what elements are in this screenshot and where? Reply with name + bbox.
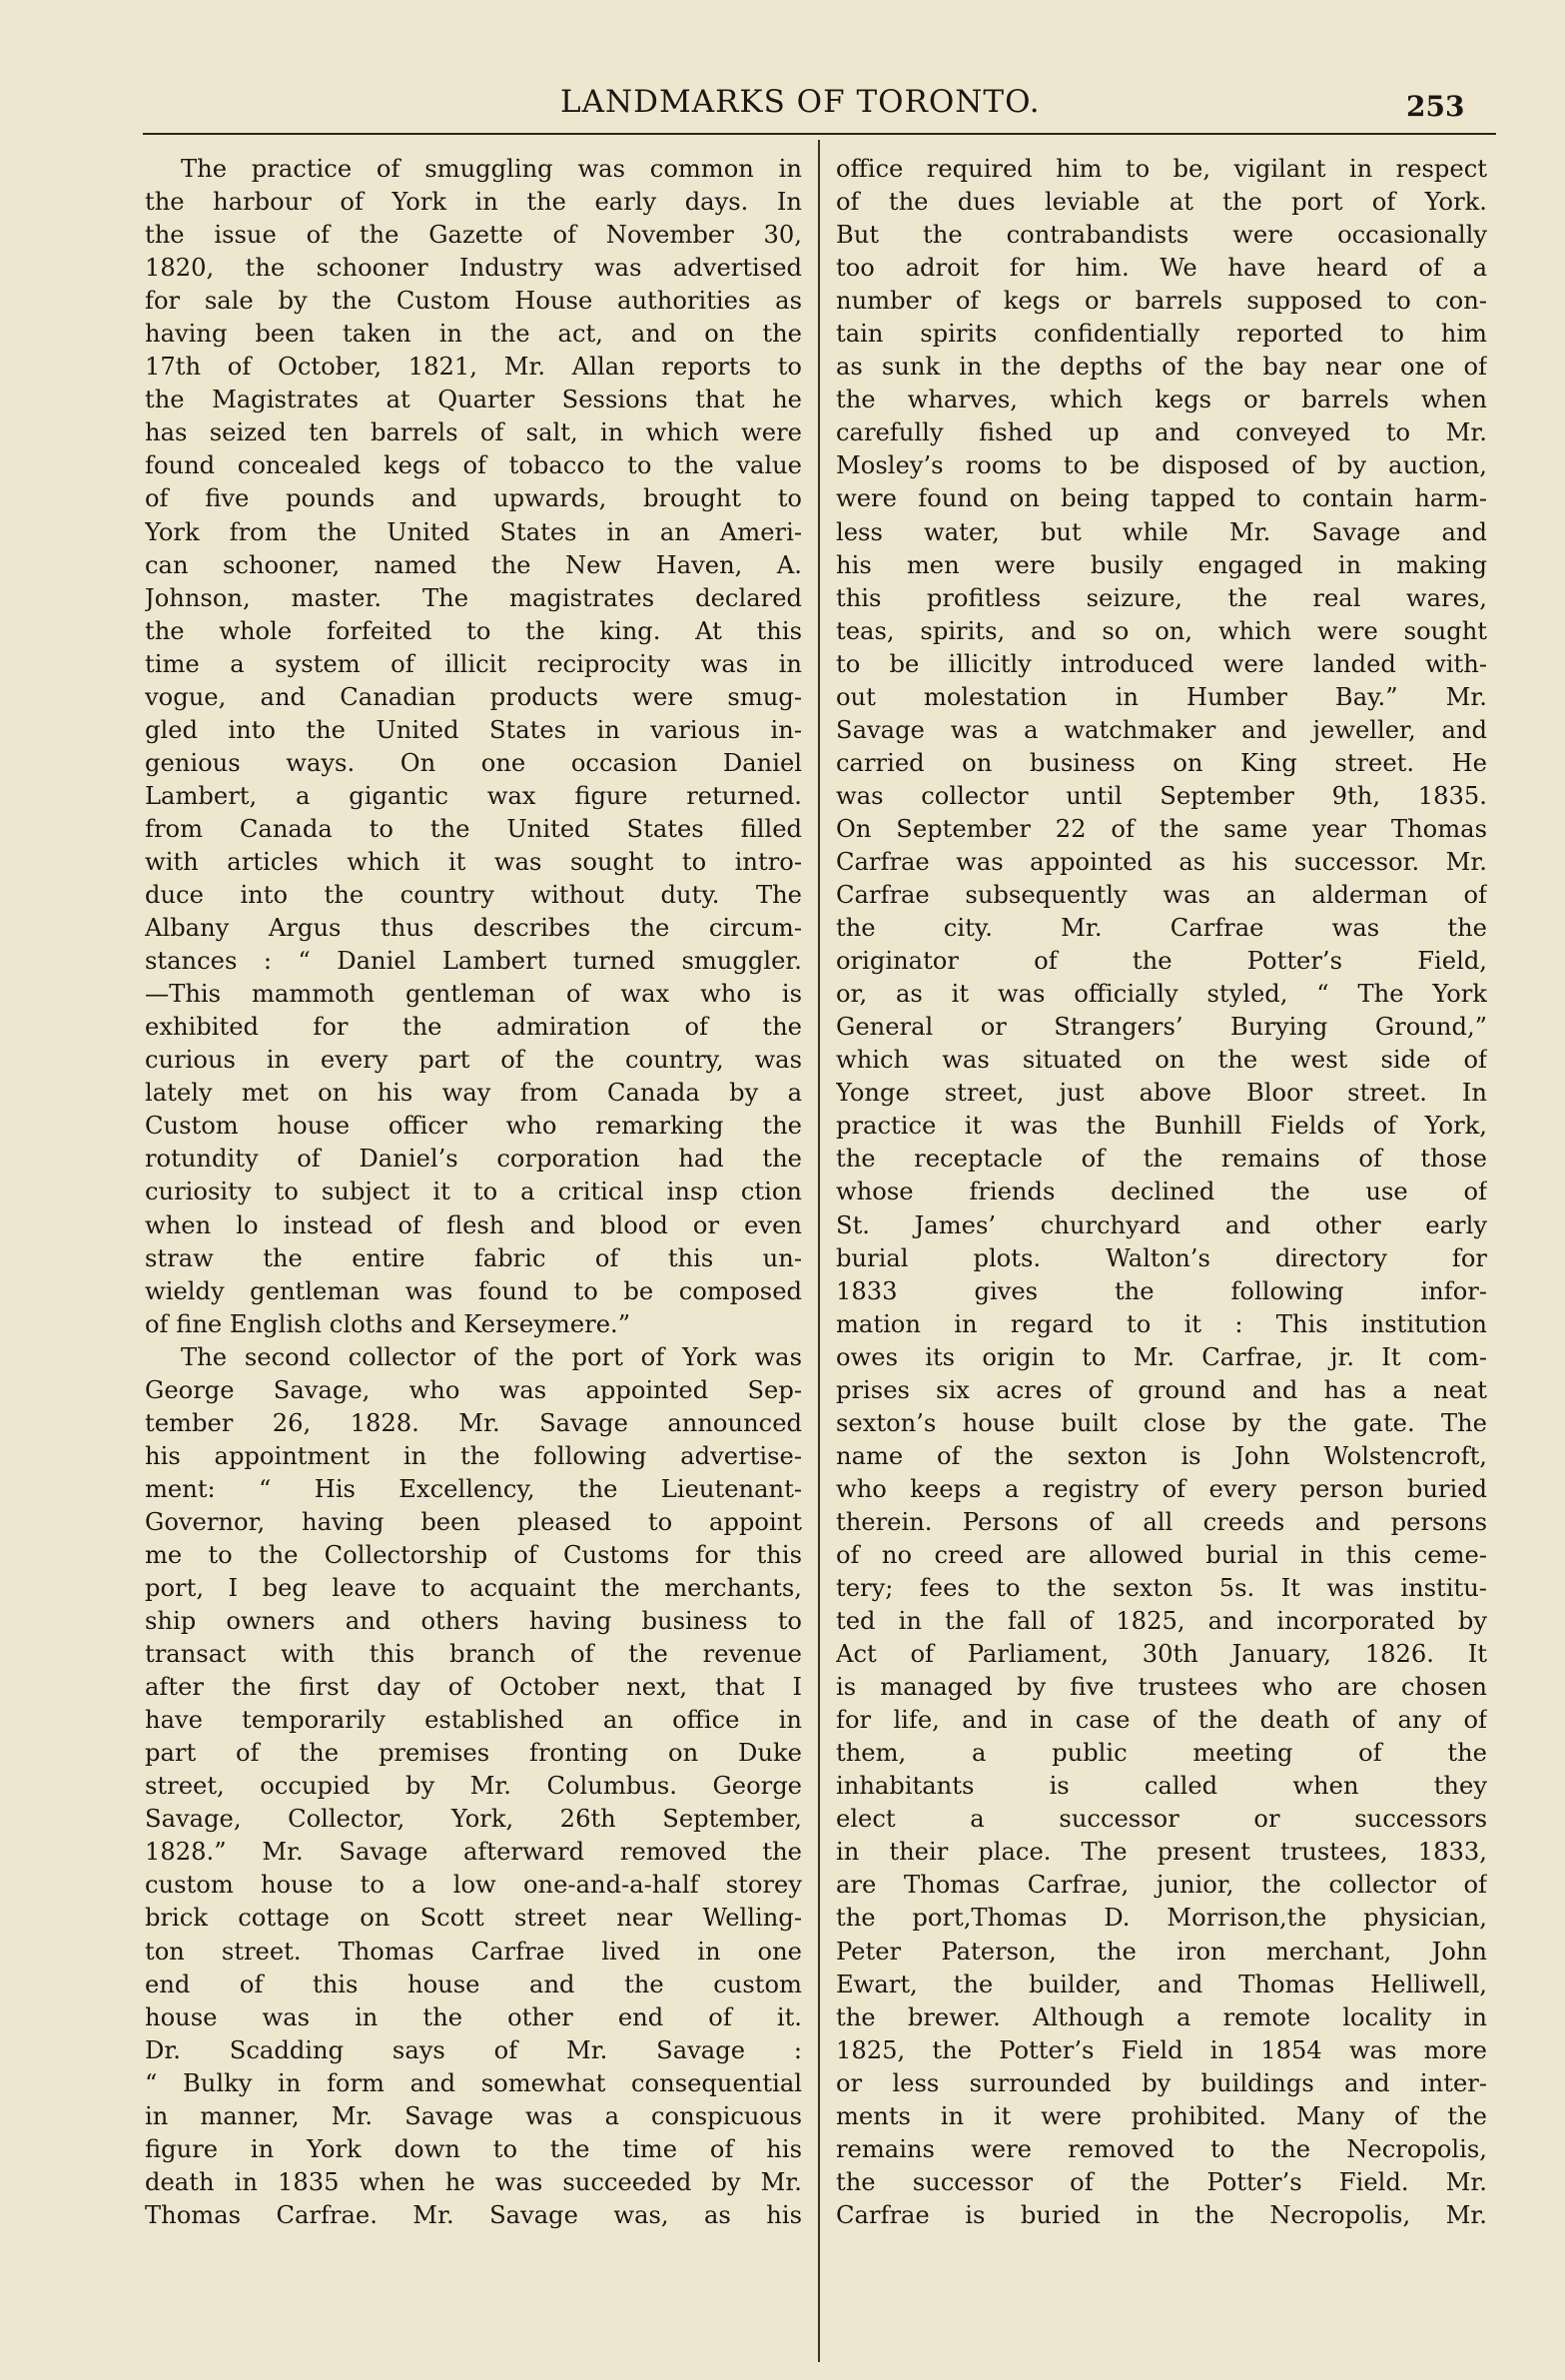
text-line: The second collector of the port of York was bbox=[181, 1342, 802, 1371]
text-line: straw the entire fabric of this un- bbox=[145, 1243, 802, 1272]
left-column bbox=[145, 153, 802, 2232]
text-line: The practice of smuggling was common in bbox=[181, 155, 802, 183]
text-line: 17th of October, 1821, Mr. Allan reports to bbox=[145, 353, 802, 382]
text-line: time a system of illicit reciprocity was in bbox=[145, 649, 802, 678]
text-line: death in 1835 when he was succeeded by Mr. bbox=[145, 2167, 802, 2196]
text-line: Carfrae was appointed as his successor. Mr. bbox=[836, 847, 1487, 876]
text-line: Albany Argus thus describes the circum- bbox=[145, 914, 802, 943]
text-line: Governor, having been pleased to appoint bbox=[145, 1507, 802, 1536]
text-line: brick cottage on Scott street near Welling- bbox=[145, 1904, 802, 1933]
text-line: curious in every part of the country, was bbox=[145, 1046, 802, 1075]
text-line: the whole forfeited to the king. At this bbox=[145, 616, 802, 645]
text-line: having been taken in the act, and on the bbox=[145, 320, 802, 349]
text-line: with articles which it was sought to intro- bbox=[145, 847, 802, 876]
text-line: name of the sexton is John Wolstencroft, bbox=[836, 1441, 1487, 1470]
text-line: Yonge street, just above Bloor street. In bbox=[836, 1079, 1487, 1108]
text-line: 1828.” Mr. Savage afterward removed the bbox=[145, 1838, 802, 1867]
text-line: Dr. Scadding says of Mr. Savage : bbox=[145, 2035, 802, 2064]
text-line: figure in York down to the time of his bbox=[145, 2134, 802, 2163]
text-line: are Thomas Carfrae, junior, the collector of bbox=[836, 1871, 1487, 1900]
text-line: exhibited for the admiration of the bbox=[145, 1013, 802, 1042]
text-line: ted in the fall of 1825, and incorporated by bbox=[836, 1607, 1487, 1636]
text-line: On September 22 of the same year Thomas bbox=[836, 814, 1487, 843]
text-line: duce into the country without duty. The bbox=[145, 881, 802, 910]
text-line: remains were removed to the Necropolis, bbox=[836, 2134, 1487, 2163]
text-line: ment: “ His Excellency, the Lieutenant- bbox=[145, 1474, 802, 1503]
text-line: the Magistrates at Quarter Sessions that he bbox=[145, 386, 802, 414]
text-line: genious ways. On one occasion Daniel bbox=[145, 748, 802, 777]
text-line: this profitless seizure, the real wares, bbox=[836, 583, 1487, 612]
right-column bbox=[836, 153, 1487, 2232]
text-line: inhabitants is called when they bbox=[836, 1772, 1487, 1801]
text-line: port, I beg leave to acquaint the merchants, bbox=[145, 1574, 802, 1603]
text-line: teas, spirits, and so on, which were sought bbox=[836, 616, 1487, 645]
text-line: after the first day of October next, that I bbox=[145, 1673, 802, 1702]
text-line: end of this house and the custom bbox=[145, 1970, 802, 1998]
text-line: less water, but while Mr. Savage and bbox=[836, 517, 1487, 546]
text-line: Thomas Carfrae. Mr. Savage was, as his bbox=[145, 2200, 802, 2229]
text-line: found concealed kegs of tobacco to the value bbox=[145, 451, 802, 480]
text-line: who keeps a registry of every person buried bbox=[836, 1474, 1487, 1503]
text-line: prises six acres of ground and has a neat bbox=[836, 1375, 1487, 1404]
text-line: wieldy gentleman was found to be composed bbox=[145, 1276, 802, 1305]
text-line: tain spirits confidentially reported to him bbox=[836, 320, 1487, 349]
text-line: Carfrae subsequently was an alderman of bbox=[836, 881, 1487, 910]
text-line: is managed by five trustees who are chosen bbox=[836, 1673, 1487, 1702]
text-line: elect a successor or successors bbox=[836, 1805, 1487, 1834]
text-line: owes its origin to Mr. Carfrae, jr. It com- bbox=[836, 1342, 1487, 1371]
text-line: —This mammoth gentleman of wax who is bbox=[145, 980, 802, 1009]
running-title: LANDMARKS OF TORONTO. bbox=[560, 84, 1041, 120]
text-line: lately met on his way from Canada by a bbox=[145, 1079, 802, 1108]
text-line: originator of the Potter’s Field, bbox=[836, 947, 1487, 976]
text-line: which was situated on the west side of bbox=[836, 1046, 1487, 1075]
text-line: of no creed are allowed burial in this ceme- bbox=[836, 1540, 1487, 1569]
text-line: rotundity of Daniel’s corporation had the bbox=[145, 1145, 802, 1174]
text-line: number of kegs or barrels supposed to con- bbox=[836, 287, 1487, 316]
text-line: whose friends declined the use of bbox=[836, 1178, 1487, 1206]
text-line: 1820, the schooner Industry was advertised bbox=[145, 254, 802, 283]
text-line: for sale by the Custom House authorities as bbox=[145, 287, 802, 316]
text-line: them, a public meeting of the bbox=[836, 1739, 1487, 1768]
text-line: for life, and in case of the death of any of bbox=[836, 1706, 1487, 1735]
text-line: sexton’s house built close by the gate. The bbox=[836, 1408, 1487, 1437]
text-line: carefully fished up and conveyed to Mr. bbox=[836, 418, 1487, 447]
text-line: Mosley’s rooms to be disposed of by auction, bbox=[836, 451, 1487, 480]
text-line: when lo instead of flesh and blood or even bbox=[145, 1210, 802, 1239]
text-line: tember 26, 1828. Mr. Savage announced bbox=[145, 1408, 802, 1437]
text-line: stances : “ Daniel Lambert turned smuggler. bbox=[145, 947, 802, 976]
text-line: part of the premises fronting on Duke bbox=[145, 1739, 802, 1768]
text-line: the harbour of York in the early days. In bbox=[145, 188, 802, 217]
text-line: practice it was the Bunhill Fields of York, bbox=[836, 1112, 1487, 1141]
text-line: Lambert, a gigantic wax figure returned. bbox=[145, 781, 802, 810]
running-head bbox=[0, 84, 1565, 134]
text-line: burial plots. Walton’s directory for bbox=[836, 1243, 1487, 1272]
text-line: or less surrounded by buildings and inter- bbox=[836, 2068, 1487, 2097]
text-line: too adroit for him. We have heard of a bbox=[836, 254, 1487, 283]
text-line: his men were busily engaged in making bbox=[836, 550, 1487, 579]
text-line: vogue, and Canadian products were smug- bbox=[145, 682, 802, 711]
text-line: curiosity to subject it to a critical insp ction bbox=[145, 1178, 802, 1206]
text-line: out molestation in Humber Bay.” Mr. bbox=[836, 682, 1487, 711]
text-line: Savage was a watchmaker and jeweller, and bbox=[836, 715, 1487, 744]
page-number: 253 bbox=[1406, 90, 1465, 123]
column-divider bbox=[818, 140, 820, 2362]
text-line: ments in it were prohibited. Many of the bbox=[836, 2101, 1487, 2130]
text-line: Johnson, master. The magistrates declared bbox=[145, 583, 802, 612]
text-line: But the contrabandists were occasionally bbox=[836, 221, 1487, 250]
text-line: ship owners and others having business to bbox=[145, 1607, 802, 1636]
text-line: transact with this branch of the revenue bbox=[145, 1640, 802, 1669]
text-line: me to the Collectorship of Customs for this bbox=[145, 1540, 802, 1569]
text-line: or, as it was officially styled, “ The York bbox=[836, 980, 1487, 1009]
text-line: St. James’ churchyard and other early bbox=[836, 1210, 1487, 1239]
text-line: were found on being tapped to contain harm- bbox=[836, 484, 1487, 513]
text-line: General or Strangers’ Burying Ground,” bbox=[836, 1013, 1487, 1042]
text-line: was collector until September 9th, 1835. bbox=[836, 781, 1487, 810]
text-line: street, occupied by Mr. Columbus. George bbox=[145, 1772, 802, 1801]
text-line: mation in regard to it : This institution bbox=[836, 1309, 1487, 1338]
text-line: 1825, the Potter’s Field in 1854 was more bbox=[836, 2035, 1487, 2064]
text-line: gled into the United States in various in- bbox=[145, 715, 802, 744]
text-line: the receptacle of the remains of those bbox=[836, 1145, 1487, 1174]
text-line: carried on business on King street. He bbox=[836, 748, 1487, 777]
text-line: York from the United States in an Ameri- bbox=[145, 517, 802, 546]
text-line: the wharves, which kegs or barrels when bbox=[836, 386, 1487, 414]
text-line: the brewer. Although a remote locality in bbox=[836, 2002, 1487, 2031]
text-line: Peter Paterson, the iron merchant, John bbox=[836, 1937, 1487, 1966]
text-line: of the dues leviable at the port of York. bbox=[836, 188, 1487, 217]
text-line: to be illicitly introduced were landed with- bbox=[836, 649, 1487, 678]
header-rule bbox=[143, 133, 1496, 135]
text-line: as sunk in the depths of the bay near one of bbox=[836, 353, 1487, 382]
text-line: 1833 gives the following infor- bbox=[836, 1276, 1487, 1305]
text-line: Act of Parliament, 30th January, 1826. It bbox=[836, 1640, 1487, 1669]
text-line: ton street. Thomas Carfrae lived in one bbox=[145, 1937, 802, 1966]
text-line: of five pounds and upwards, brought to bbox=[145, 484, 802, 513]
text-line: has seized ten barrels of salt, in which were bbox=[145, 418, 802, 447]
text-line: the issue of the Gazette of November 30, bbox=[145, 221, 802, 250]
text-line: custom house to a low one-and-a-half storey bbox=[145, 1871, 802, 1900]
text-line: house was in the other end of it. bbox=[145, 2002, 802, 2031]
text-line: in manner, Mr. Savage was a conspicuous bbox=[145, 2101, 802, 2130]
text-line: his appointment in the following advertise- bbox=[145, 1441, 802, 1470]
text-line: Ewart, the builder, and Thomas Helliwell, bbox=[836, 1970, 1487, 1998]
text-line: Custom house officer who remarking the bbox=[145, 1112, 802, 1141]
text-line: can schooner, named the New Haven, A. bbox=[145, 550, 802, 579]
text-line: office required him to be, vigilant in respect bbox=[836, 155, 1487, 183]
text-line: “ Bulky in form and somewhat consequential bbox=[145, 2068, 802, 2097]
text-line: the city. Mr. Carfrae was the bbox=[836, 914, 1487, 943]
text-line: in their place. The present trustees, 1833, bbox=[836, 1838, 1487, 1867]
text-line: tery; fees to the sexton 5s. It was institu- bbox=[836, 1574, 1487, 1603]
text-line: have temporarily established an office in bbox=[145, 1706, 802, 1735]
text-line: George Savage, who was appointed Sep- bbox=[145, 1375, 802, 1404]
text-line: the port,Thomas D. Morrison,the physician, bbox=[836, 1904, 1487, 1933]
text-line: the successor of the Potter’s Field. Mr. bbox=[836, 2167, 1487, 2196]
text-line: Carfrae is buried in the Necropolis, Mr. bbox=[836, 2200, 1487, 2229]
text-line: from Canada to the United States filled bbox=[145, 814, 802, 843]
text-line: of fine English cloths and Kerseymere.” bbox=[145, 1309, 631, 1338]
text-line: therein. Persons of all creeds and persons bbox=[836, 1507, 1487, 1536]
text-line: Savage, Collector, York, 26th September, bbox=[145, 1805, 802, 1834]
